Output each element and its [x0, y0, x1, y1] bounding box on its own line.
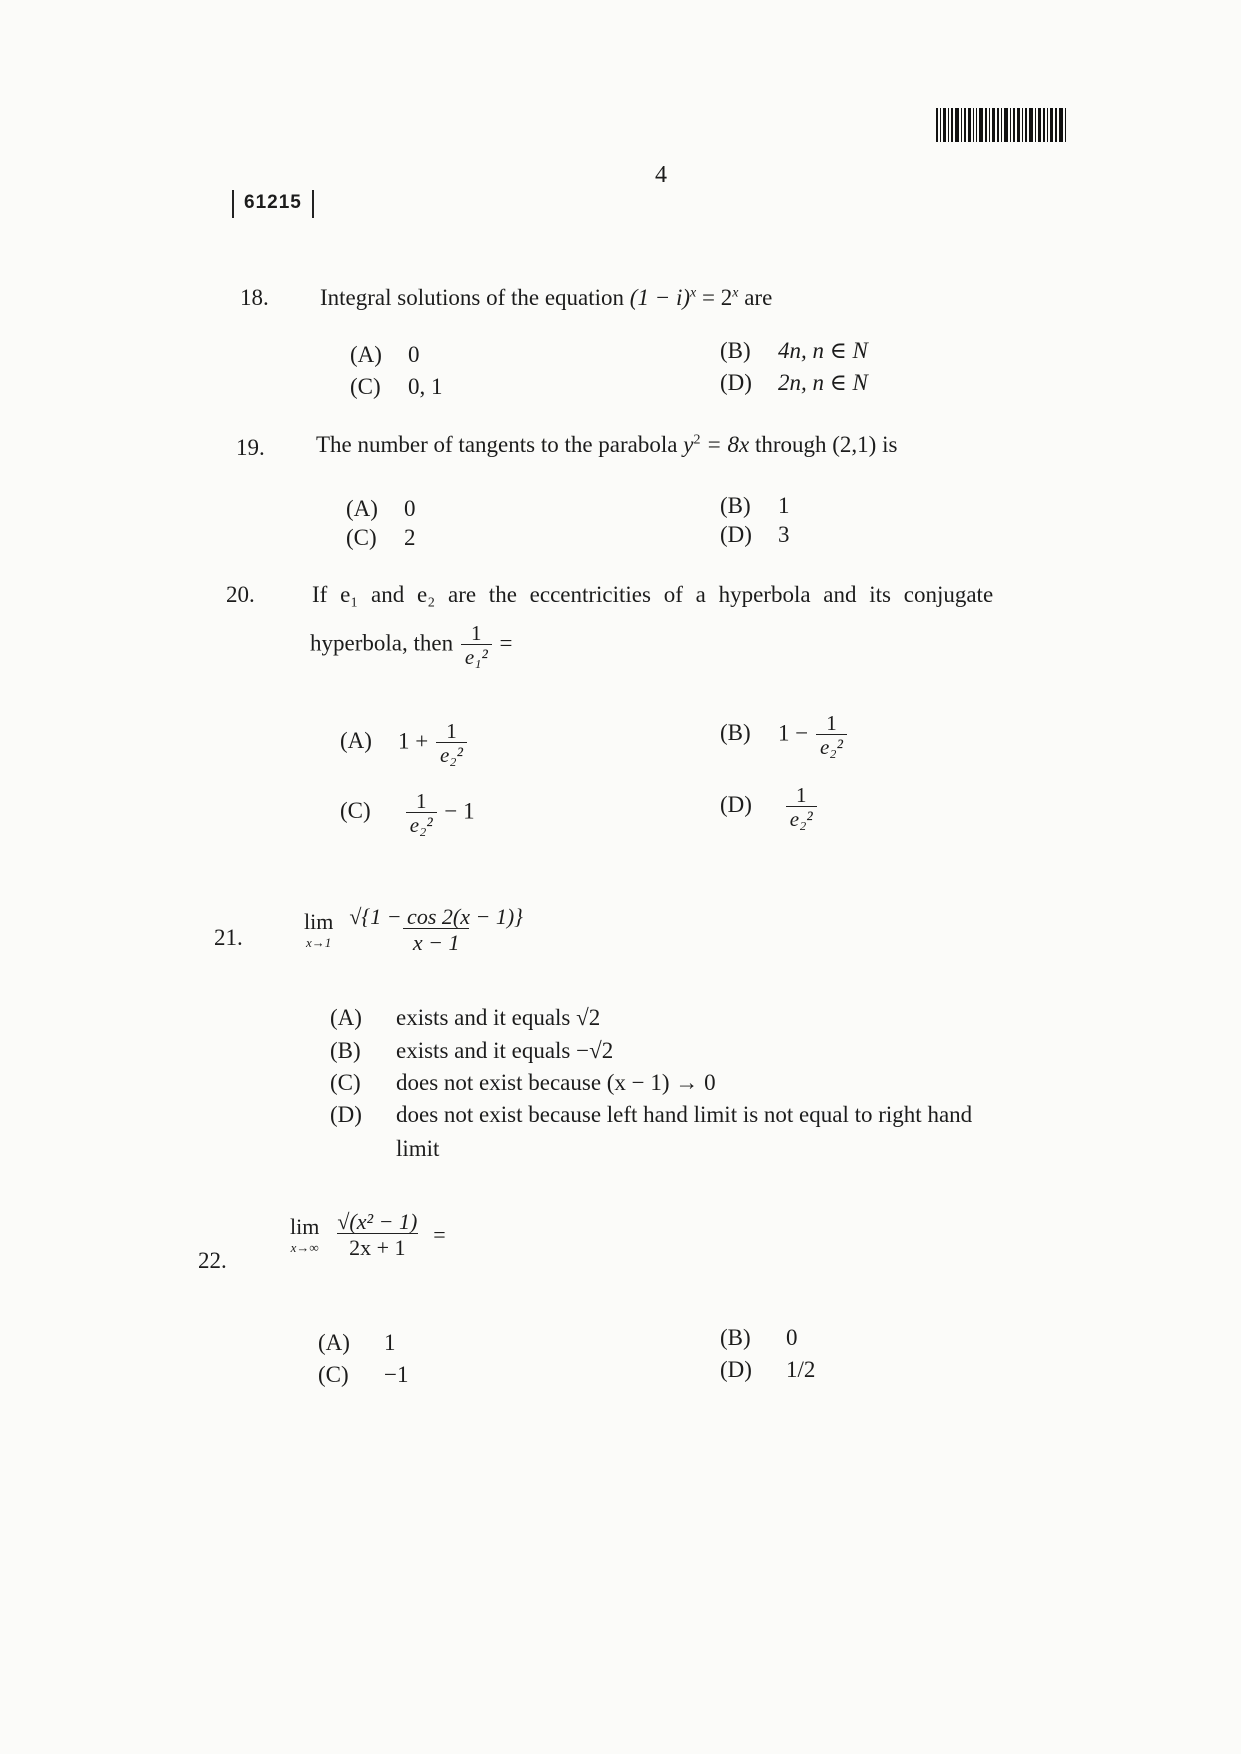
option: (C) 2 — [346, 525, 416, 550]
option: (B) 4n, n ∈ N — [720, 338, 868, 363]
option: (D) 2n, n ∈ N — [720, 370, 868, 395]
question-stem: The number of tangents to the parabola $y^2 = 8x$ through (2,1) is — [316, 432, 898, 457]
option: (B) 0 — [720, 1325, 798, 1350]
option: (A) 0 — [346, 496, 416, 521]
option-continuation: limit — [396, 1136, 440, 1161]
question-number: 20. — [226, 582, 255, 607]
limit-expression: lim x→1 $\frac{√\{1 - \cos 2(x - 1)\}}{x - 1}$ — [304, 904, 523, 956]
question-stem: Integral solutions of the equation $(1 - i)^x = 2^x$ are — [320, 285, 773, 310]
option: (C) −1 — [318, 1362, 409, 1387]
option: (C) does not exist because (x − 1) → 0 — [330, 1070, 716, 1095]
option: (D) 1/2 — [720, 1357, 816, 1382]
option: (A) 1 + $\frac{1}{\text{e₂²}}$ — [340, 720, 469, 766]
option: (B) 1 − $\frac{1}{\text{e₂²}}$ — [720, 712, 849, 758]
option: (D) does not exist because left hand limit is not equal to right hand — [330, 1102, 973, 1127]
question-stem-line1: If e₁ and e₂ are the eccentricities of a hyperbola and its conjugate — [312, 582, 994, 607]
option: (B) exists and it equals −√2 — [330, 1038, 614, 1063]
question-number: 19. — [236, 435, 265, 460]
option: (D) $\frac{1}{\text{e₂²}}$ — [720, 784, 819, 830]
option: (A) 0 — [350, 342, 420, 367]
option: (B) 1 — [720, 493, 790, 518]
option: (C) $\frac{1}{\text{e₂²}}$ − 1 — [340, 789, 475, 838]
page-number: 4 — [655, 162, 667, 188]
question-number: 21. — [214, 925, 243, 950]
barcode — [936, 108, 1098, 142]
question-stem-line2: hyperbola, then $\frac{1}{\text{e₁²}}$ = — [310, 621, 513, 670]
limit-expression: lim x→∞ $\frac{\text{√(x² − 1)}}{2x + 1}$ = — [290, 1209, 446, 1261]
option: (A) 1 — [318, 1330, 396, 1355]
option: (C) 0, 1 — [350, 374, 443, 399]
question-number: 18. — [240, 285, 269, 310]
option: (D) 3 — [720, 522, 790, 547]
option: (A) exists and it equals √2 — [330, 1005, 601, 1030]
question-number: 22. — [198, 1248, 227, 1273]
paper-code: 61215 — [232, 190, 314, 218]
